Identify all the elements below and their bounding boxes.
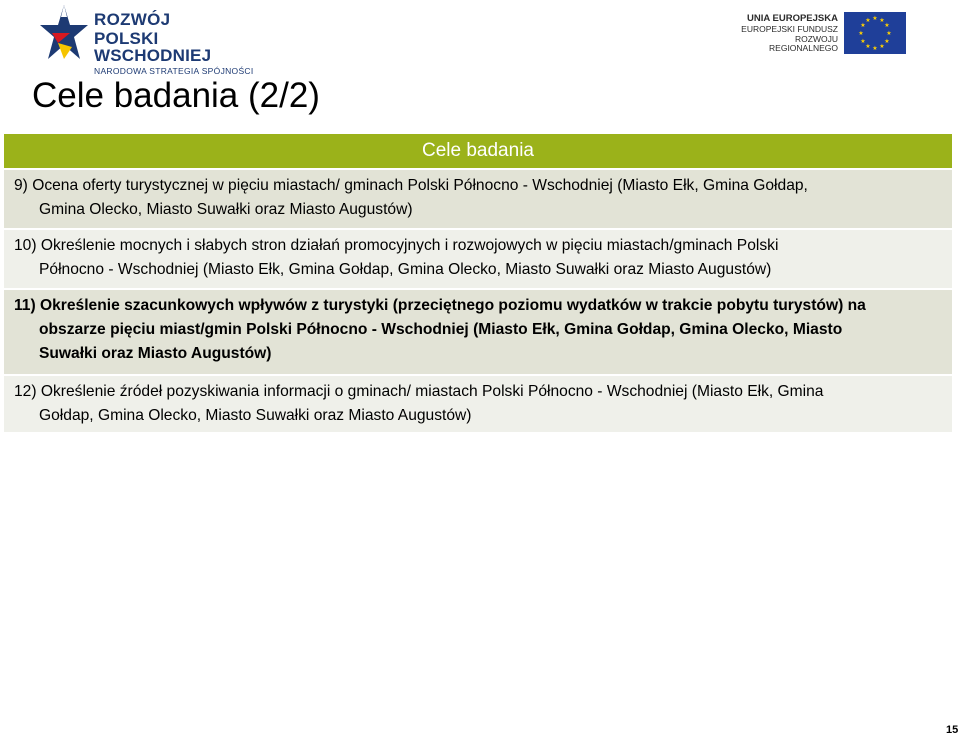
row-text-line: Gmina Olecko, Miasto Suwałki oraz Miasto Augustów): [39, 201, 413, 218]
goals-table: [4, 134, 952, 434]
svg-text:★: ★: [865, 43, 871, 50]
table-row: [4, 230, 952, 290]
svg-text:★: ★: [879, 43, 885, 50]
table-row: [4, 290, 952, 376]
row-text-line: Północno - Wschodniej (Miasto Ełk, Gmina Gołdap, Gmina Olecko, Miasto Suwałki oraz Miasto Augustów): [39, 261, 772, 278]
row-text-line: 11) Określenie szacunkowych wpływów z turystyki (przeciętnego poziomu wydatków w trakcie pobytu turystów) na: [14, 297, 866, 314]
svg-text:★: ★: [858, 30, 864, 37]
svg-text:★: ★: [879, 17, 885, 24]
table-row: [4, 376, 952, 434]
page-number: 15: [946, 724, 959, 736]
rozwoj-polski-wschodniej-logo: [38, 3, 268, 76]
logo-line-2: POLSKI WSCHODNIEJ: [94, 29, 212, 65]
table-header: Cele badania: [4, 134, 952, 170]
svg-text:★: ★: [884, 38, 890, 45]
row-text-line: 12) Określenie źródeł pozyskiwania informacji o gminach/ miastach Polski Północno - Wschodniej (Miasto Ełk, Gmina: [14, 383, 824, 400]
page-title: Cele badania (2/2): [32, 76, 320, 115]
eu-line-2: EUROPEJSKI FUNDUSZ: [741, 23, 838, 34]
eu-line-1: UNIA EUROPEJSKA: [747, 13, 838, 24]
svg-text:★: ★: [860, 22, 866, 29]
logo-line-1: ROZWÓJ: [94, 10, 171, 29]
svg-text:★: ★: [860, 38, 866, 45]
eu-flag-icon: [844, 12, 906, 54]
row-text-line: obszarze pięciu miast/gmin Polski Północno - Wschodniej (Miasto Ełk, Gmina Gołdap, Gmina Olecko, Miasto: [39, 321, 843, 338]
table-row: [4, 170, 952, 230]
svg-text:★: ★: [872, 15, 878, 22]
svg-text:★: ★: [884, 22, 890, 29]
logo-line-3: NARODOWA STRATEGIA SPÓJNOŚCI: [94, 66, 254, 76]
svg-text:★: ★: [886, 30, 892, 37]
row-text-line: 9) Ocena oferty turystycznej w pięciu miastach/ gminach Polski Północno - Wschodniej (Miasto Ełk, Gmina Gołdap,: [14, 177, 808, 194]
eu-line-3: ROZWOJU REGIONALNEGO: [769, 33, 838, 54]
svg-text:★: ★: [872, 45, 878, 52]
row-text-line: Gołdap, Gmina Olecko, Miasto Suwałki oraz Miasto Augustów): [39, 407, 472, 424]
eu-logo: [730, 12, 910, 58]
svg-text:★: ★: [865, 17, 871, 24]
row-text-line: Suwałki oraz Miasto Augustów): [39, 345, 272, 362]
row-text-line: 10) Określenie mocnych i słabych stron działań promocyjnych i rozwojowych w pięciu miastach/gminach Polski: [14, 237, 779, 254]
star-logo-icon: [38, 3, 90, 65]
